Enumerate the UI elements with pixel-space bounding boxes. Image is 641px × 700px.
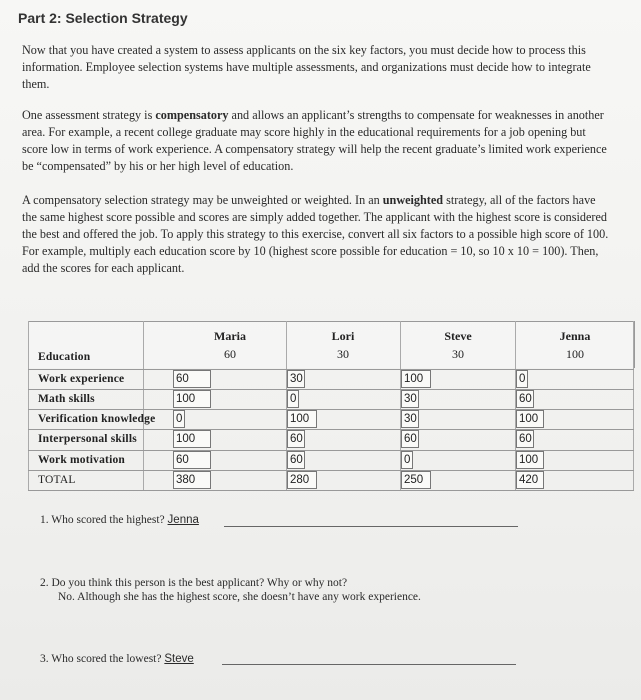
- row-divider: [28, 490, 634, 491]
- p2-text-a: One assessment strategy is: [22, 108, 156, 122]
- score-cell[interactable]: 60: [401, 430, 419, 448]
- score-cell[interactable]: 60: [516, 390, 534, 408]
- score-cell[interactable]: 30: [401, 410, 419, 428]
- column-divider: [28, 321, 29, 491]
- answer-3-field[interactable]: Steve: [164, 653, 194, 665]
- score-cell[interactable]: 100: [401, 370, 431, 388]
- candidate-name-jenna: Jenna: [559, 329, 591, 343]
- score-cell[interactable]: 0: [516, 370, 528, 388]
- score-cell[interactable]: 0: [287, 390, 299, 408]
- p2-term-compensatory: compensatory: [155, 108, 229, 122]
- total-cell[interactable]: 420: [516, 471, 544, 489]
- total-cell[interactable]: 250: [401, 471, 431, 489]
- total-cell[interactable]: 280: [287, 471, 317, 489]
- question-1: [40, 514, 199, 526]
- row-label-work-motivation: Work motivation: [38, 454, 126, 466]
- score-cell[interactable]: 60: [173, 451, 211, 469]
- row-divider: [28, 369, 634, 370]
- education-score-jenna: 100: [566, 347, 584, 361]
- answer-line: [224, 526, 518, 527]
- row-label-education: Education: [38, 351, 91, 363]
- row-label-math-skills: Math skills: [38, 393, 95, 405]
- answer-line: [222, 664, 516, 665]
- row-divider: [28, 429, 634, 430]
- p3-text-a: A compensatory selection strategy may be unweighted or weighted. In an: [22, 193, 383, 207]
- row-divider: [28, 389, 634, 390]
- row-label-interpersonal-skills: Interpersonal skills: [38, 433, 137, 445]
- column-divider: [143, 321, 144, 491]
- score-cell[interactable]: 100: [516, 410, 544, 428]
- education-score-steve: 30: [452, 347, 464, 361]
- score-cell[interactable]: 100: [173, 430, 211, 448]
- score-cell[interactable]: 60: [516, 430, 534, 448]
- score-cell[interactable]: 60: [287, 451, 305, 469]
- score-cell[interactable]: 60: [173, 370, 211, 388]
- score-cell[interactable]: 100: [173, 390, 211, 408]
- compensatory-paragraph: [22, 107, 612, 175]
- row-label-work-experience: Work experience: [38, 373, 125, 385]
- score-cell[interactable]: 30: [401, 390, 419, 408]
- answer-2-field[interactable]: No. Although she has the highest score, she doesn’t have any work experience.: [58, 591, 421, 603]
- row-label-total: TOTAL: [38, 474, 76, 486]
- row-label-verification-knowledge: Verification knowledge: [38, 413, 156, 425]
- unweighted-paragraph: [22, 192, 612, 277]
- score-cell[interactable]: 30: [287, 370, 305, 388]
- candidate-name-maria: Maria: [214, 329, 246, 343]
- section-heading: Part 2: Selection Strategy: [18, 10, 188, 26]
- p2-text-c: and allows an applicant’s strengths to compensate for weaknesses in another area. For example, a recent college graduate may score highly in the educational requirements for a job opening but score low in terms of work experience. A compensatory strategy will help the recent graduate’s limited work experience be “compensated” by his or her high level of education.: [22, 108, 607, 173]
- scores-table: [28, 321, 635, 492]
- question-2-text: 2. Do you think this person is the best applicant? Why or why not?: [40, 577, 348, 589]
- score-cell[interactable]: 60: [287, 430, 305, 448]
- question-3: [40, 653, 194, 665]
- total-cell[interactable]: 380: [173, 471, 211, 489]
- question-3-text: 3. Who scored the lowest?: [40, 653, 162, 665]
- education-score-maria: 60: [224, 347, 236, 361]
- candidate-name-steve: Steve: [444, 329, 472, 343]
- p3-term-unweighted: unweighted: [382, 193, 444, 207]
- score-cell[interactable]: 0: [401, 451, 413, 469]
- question-1-text: 1. Who scored the highest?: [40, 514, 165, 526]
- education-score-lori: 30: [337, 347, 349, 361]
- p3-text-c: strategy, all of the factors have the same highest score possible and scores are simply added together. The applicant with the highest score is considered the best and offered the job. To apply this strategy to this exercise, convert all six factors to a possible high score of 100. For example, multiply each education score by 10 (highest score possible for education = 10, so 10 x 10 = 100). Then, add the scores for each applicant.: [22, 193, 609, 275]
- score-cell[interactable]: 100: [516, 451, 544, 469]
- answer-1-field[interactable]: Jenna: [167, 514, 199, 526]
- intro-paragraph: Now that you have created a system to assess applicants on the six key factors, you must decide how to process this information. Employee selection systems have multiple assessments, and organizations must decide how to integrate them.: [22, 43, 591, 91]
- column-divider: [633, 321, 634, 491]
- score-cell[interactable]: 100: [287, 410, 317, 428]
- candidate-name-lori: Lori: [331, 329, 355, 343]
- score-cell[interactable]: 0: [173, 410, 185, 428]
